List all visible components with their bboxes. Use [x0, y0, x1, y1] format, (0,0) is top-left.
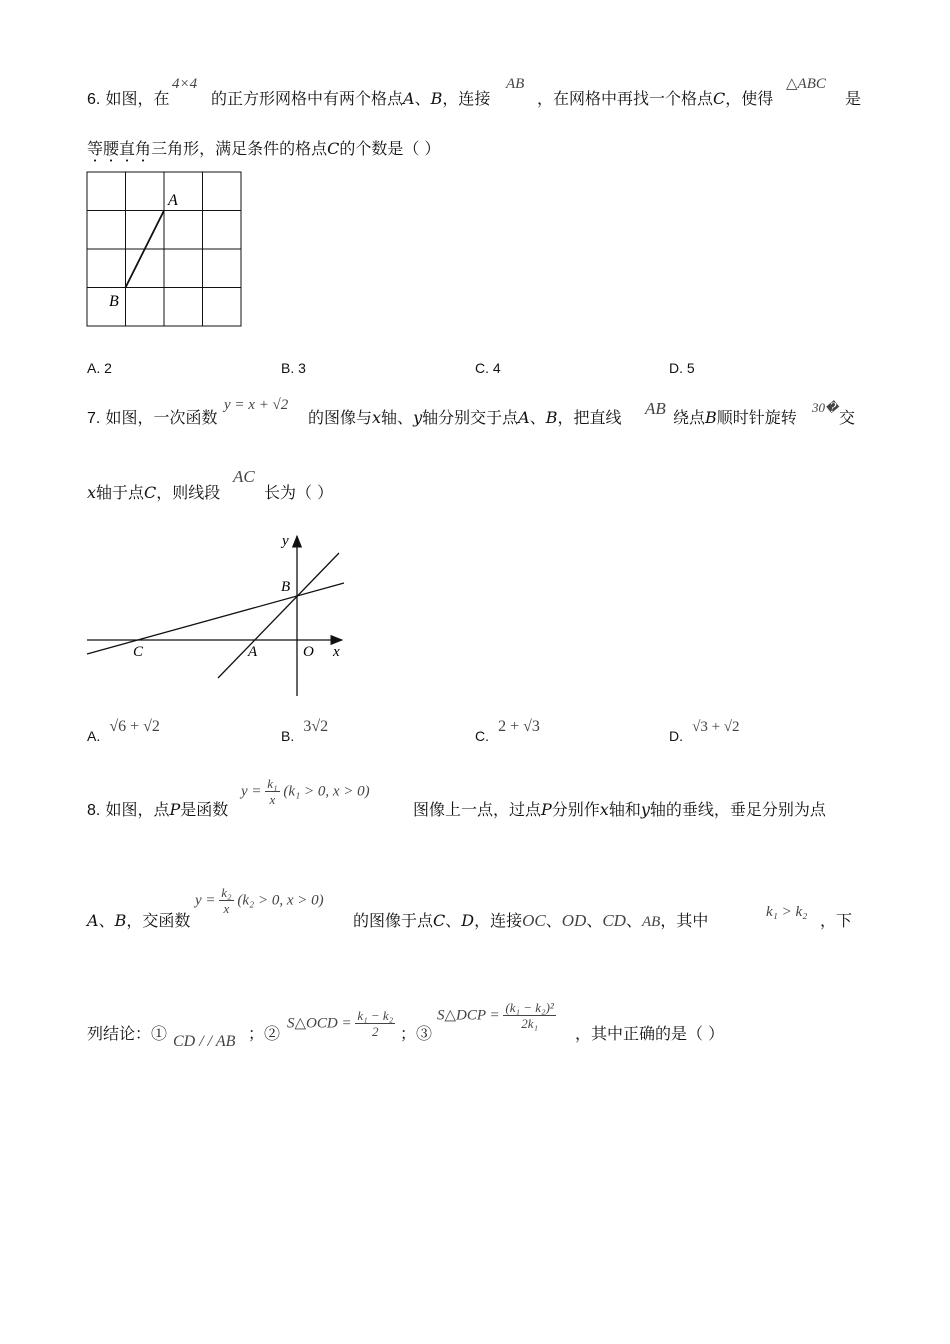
q6-emph-2: 腰: [103, 139, 120, 158]
q8-line3d: ，其中正确的是（ ）: [575, 1024, 725, 1043]
q6-segment-ab: AB: [506, 76, 525, 92]
q6-line1: [87, 89, 169, 110]
q7-angle: 30�: [812, 400, 839, 415]
q6-grid-figure: [80, 165, 255, 335]
q7-line2b: 长为（ ）: [264, 483, 334, 502]
q8-frac-1: $\frac{\text{k₁}}{x}$: [267, 776, 278, 807]
q6-option-d[interactable]: D. 5: [669, 360, 695, 376]
q7-line1d: 交: [839, 408, 856, 427]
q7-segment-ab: AB: [645, 399, 666, 418]
q6-option-b[interactable]: B. 3: [281, 360, 306, 376]
q8-conclusion-3: S△DCP = $\frac{\text{(k₁ − k₂)²}}{\text{2k₁}}$: [437, 1000, 554, 1031]
q7-line1c: 绕点B顺时针旋转: [673, 408, 797, 427]
q8-frac-2: $\frac{\text{k₂}}{x}$: [221, 885, 232, 916]
q8-function-1: y = $\frac{\text{k₁}}{x}$ (k₁ > 0, x > 0): [241, 776, 370, 807]
q6-grid-size: 4×4: [172, 76, 198, 92]
q7-graph-x: x: [333, 644, 340, 660]
q8-line3: 列结论：①: [87, 1024, 168, 1043]
q8-line3b: ；②: [248, 1024, 281, 1043]
q7-option-c[interactable]: C. 2 + √3: [475, 718, 540, 744]
q8-line3c: ；③: [400, 1024, 433, 1043]
q6-line1d: 是: [845, 89, 862, 108]
q6-triangle: △ABC: [786, 76, 826, 92]
q8-conclusion-1: CD / / AB: [173, 1033, 236, 1050]
q7-line1b: 的图像与x轴、y轴分别交于点A、B，把直线: [308, 408, 622, 427]
q8-conclusion-2: S△OCD = $\frac{\text{k₁ − k₂}}{2}$: [287, 1008, 394, 1039]
q6-label-a: A: [168, 192, 178, 209]
q8-line2b: 的图像于点C、D，连接OC、OD、CD、AB，其中: [353, 911, 709, 930]
q8-number: 8.: [87, 802, 101, 819]
q7-option-b[interactable]: B. 3√2: [281, 718, 329, 744]
q8-condition: k₁ > k₂: [766, 904, 808, 920]
q6-text: 如图，在: [105, 89, 170, 108]
q8-line1b: 图像上一点，过点P分别作x轴和y轴的垂线，垂足分别为点: [413, 800, 826, 819]
q7-graph-a: A: [248, 644, 258, 660]
q7-function: y = x + √2: [224, 397, 289, 413]
q7-graph-y: y: [282, 533, 289, 549]
q7-graph: [80, 528, 355, 698]
q8-line1: 8. 如图，点P是函数: [87, 800, 229, 819]
q8-line2c: ，下: [820, 911, 853, 930]
q6-emph-1: 等: [87, 139, 104, 158]
q8-line2: A、B，交函数: [87, 911, 191, 930]
q6-line1b: 的正方形网格中有两个格点A、B，连接: [211, 89, 491, 108]
q7-segment-ac: AC: [233, 467, 255, 486]
q6-number: 6.: [87, 91, 101, 108]
q7-graph-c: C: [133, 644, 144, 660]
q7-line1: 7. 如图，一次函数: [87, 408, 218, 427]
q6-label-b: B: [109, 293, 119, 310]
q6-emph-4: 角: [135, 139, 152, 158]
q7-number: 7.: [87, 410, 101, 427]
q6-option-a[interactable]: A. 2: [87, 360, 112, 376]
q7-graph-o: O: [303, 644, 314, 660]
q7-graph-b: B: [281, 579, 291, 595]
q7-option-d[interactable]: D. √3 + √2: [669, 719, 740, 744]
q7-line2: x轴于点C，则线段: [87, 483, 221, 502]
q6-line1c: ，在网格中再找一个格点C，使得: [537, 89, 774, 108]
q7-line-ab: [218, 553, 339, 678]
q6-line2: 等腰直角三角形，满足条件的格点C的个数是（ ）: [87, 139, 441, 158]
q8-function-2: y = $\frac{\text{k₂}}{x}$ (k₂ > 0, x > 0): [195, 885, 324, 916]
q7-option-a[interactable]: A. √6 + √2: [87, 718, 160, 744]
q6-option-c[interactable]: C. 4: [475, 360, 501, 376]
q6-emph-3: 直: [119, 139, 136, 158]
